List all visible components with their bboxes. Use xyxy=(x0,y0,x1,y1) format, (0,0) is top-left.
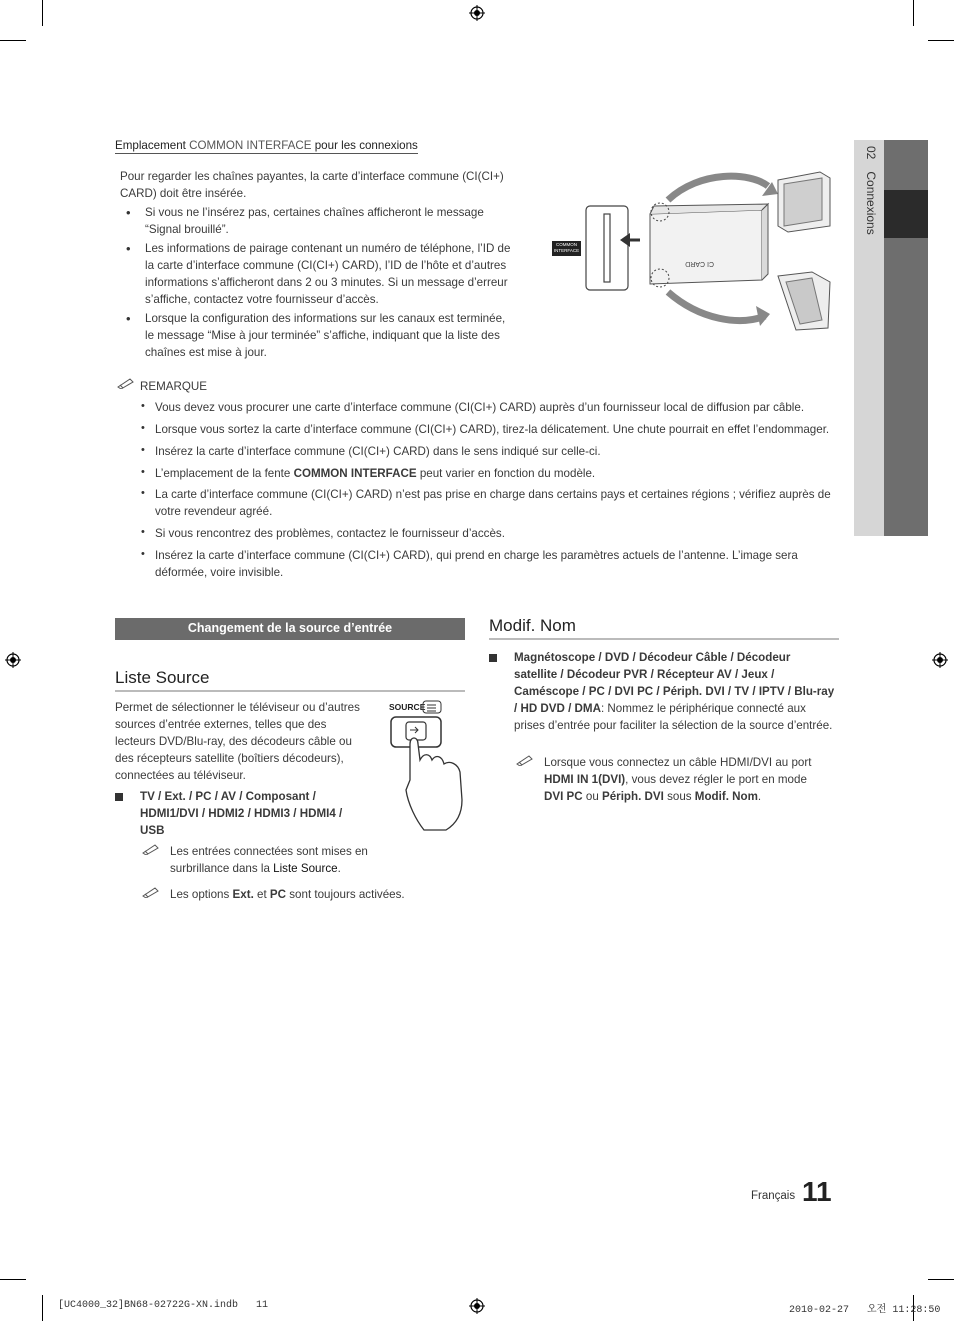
modif-nom-title: Modif. Nom xyxy=(489,616,576,635)
remarque-item: • La carte d’interface commune (CI(CI+) CARD) n’est pas prise en charge dans certains pays et certaines régions ; vérifiez auprès de votre revendeur agréé. xyxy=(155,486,840,520)
sidebar-chapter-number: 02 xyxy=(864,146,878,160)
note-pencil-icon xyxy=(516,754,534,766)
crop-mark xyxy=(42,0,43,26)
liste-source-item: TV / Ext. / PC / AV / Composant / HDMI1/DVI / HDMI2 / HDMI3 / HDMI4 / USB xyxy=(140,790,343,837)
note-pencil-icon xyxy=(142,886,160,898)
ci-heading: Emplacement COMMON INTERFACE pour les connexions xyxy=(115,139,418,152)
sidebar-tab-active xyxy=(884,190,928,238)
source-label: SOURCE xyxy=(389,702,426,712)
liste-source-para: Permet de sélectionner le téléviseur ou d’autres sources d’entrée externes, telles que des lecteurs DVD/Blu-ray, des décodeurs câble ou des récepteurs satellite (boîtiers décodeurs), connectées au téléviseur. xyxy=(115,701,360,782)
sidebar-chapter-title: Connexions xyxy=(864,171,878,235)
remarque-item: • Vous devez vous procurer une carte d’interface commune (CI(CI+) CARD) auprès d’un fournisseur local de diffusion par câble. xyxy=(155,399,835,416)
source-remote-icon xyxy=(388,700,468,832)
crop-mark xyxy=(0,40,26,41)
note-pencil-icon xyxy=(142,843,160,855)
ci-bullet: • Lorsque la configuration des informations sur les canaux est terminée, le message “Mise à jour terminée” s’affiche, indiquant que la liste des chaînes est mise à jour. xyxy=(145,310,515,361)
footer-file: [UC4000_32]BN68-02722G-XN.indb 11 xyxy=(58,1300,269,1311)
footer-language: Français xyxy=(751,1190,796,1202)
modif-nom-note: Lorsque vous connectez un câble HDMI/DVI au port HDMI IN 1(DVI), vous devez régler le port en mode DVI PC ou Périph. DVI sous Modif. Nom. xyxy=(544,756,812,803)
registration-mark-icon xyxy=(469,5,485,21)
footer-date: 2010-02-27 오전 11:28:50 xyxy=(789,1305,941,1316)
crop-mark xyxy=(42,1295,43,1321)
bullet-square xyxy=(115,793,123,801)
crop-mark xyxy=(913,0,914,26)
bullet-square xyxy=(489,654,497,662)
liste-source-title: Liste Source xyxy=(115,668,210,687)
sidebar-chapter-label xyxy=(858,146,878,286)
registration-mark-icon xyxy=(5,652,21,668)
ci-bullet: • Si vous ne l’insérez pas, certaines chaînes afficheront le message “Signal brouillé”. xyxy=(145,204,523,238)
registration-mark-icon xyxy=(469,1298,485,1314)
remarque-item: • Insérez la carte d’interface commune (CI(CI+) CARD), qui prend en charge les paramètres actuels de l’antenne. L’image sera déformée, voire invisible. xyxy=(155,547,825,581)
note-pencil-icon xyxy=(117,377,135,389)
remarque-title: REMARQUE xyxy=(140,380,207,393)
liste-source-note: Les options Ext. et PC sont toujours activées. xyxy=(170,888,405,901)
registration-mark-icon xyxy=(932,652,948,668)
section-bar xyxy=(115,618,465,640)
crop-mark xyxy=(928,1279,954,1280)
crop-mark xyxy=(928,40,954,41)
page-number: 11 xyxy=(802,1176,832,1207)
ci-card-label: CI CARD xyxy=(685,260,714,267)
crop-mark xyxy=(0,1279,26,1280)
liste-source-rule xyxy=(115,690,465,692)
modif-nom-rule xyxy=(489,638,839,640)
remarque-item: • Insérez la carte d’interface commune (CI(CI+) CARD) dans le sens indiqué sur celle-ci. xyxy=(155,443,835,460)
common-interface-label: COMMON INTERFACE xyxy=(552,241,581,256)
ci-intro: Pour regarder les chaînes payantes, la carte d’interface commune (CI(CI+) CARD) doit être insérée. xyxy=(120,170,504,200)
liste-source-note: Les entrées connectées sont mises en surbrillance dans la Liste Source. xyxy=(170,845,368,875)
section-bar-title: Changement de la source d’entrée xyxy=(187,621,393,635)
ci-card-illustration xyxy=(550,170,840,335)
remarque-item: • L’emplacement de la fente COMMON INTERFACE peut varier en fonction du modèle. xyxy=(155,465,835,482)
modif-nom-item: Magnétoscope / DVD / Décodeur Câble / Décodeur satellite / Décodeur PVR / Récepteur AV / Jeux / Caméscope / PC / DVI PC / Périph. DVI / TV / IPTV / Blu-ray / HD DVD / DMA: Nommez le périphérique connecté aux prises d’entrée pour faciliter la sélection de la source d’entrée. xyxy=(514,651,835,732)
remarque-item: • Lorsque vous sortez la carte d’interface commune (CI(CI+) CARD), tirez-la délicatement. Une chute pourrait en effet l’endommager. xyxy=(155,421,835,438)
ci-bullet: • Les informations de pairage contenant un numéro de téléphone, l’ID de la carte d’interface commune (CI(CI+) CARD), l’ID de l’hôte et d’autres informations s’afficheront dans 2 ou 3 minutes. Si un message d’erreur s’affiche, contactez votre fournisseur d’accès. xyxy=(145,240,515,308)
remarque-item: • Si vous rencontrez des problèmes, contactez le fournisseur d’accès. xyxy=(155,525,835,542)
